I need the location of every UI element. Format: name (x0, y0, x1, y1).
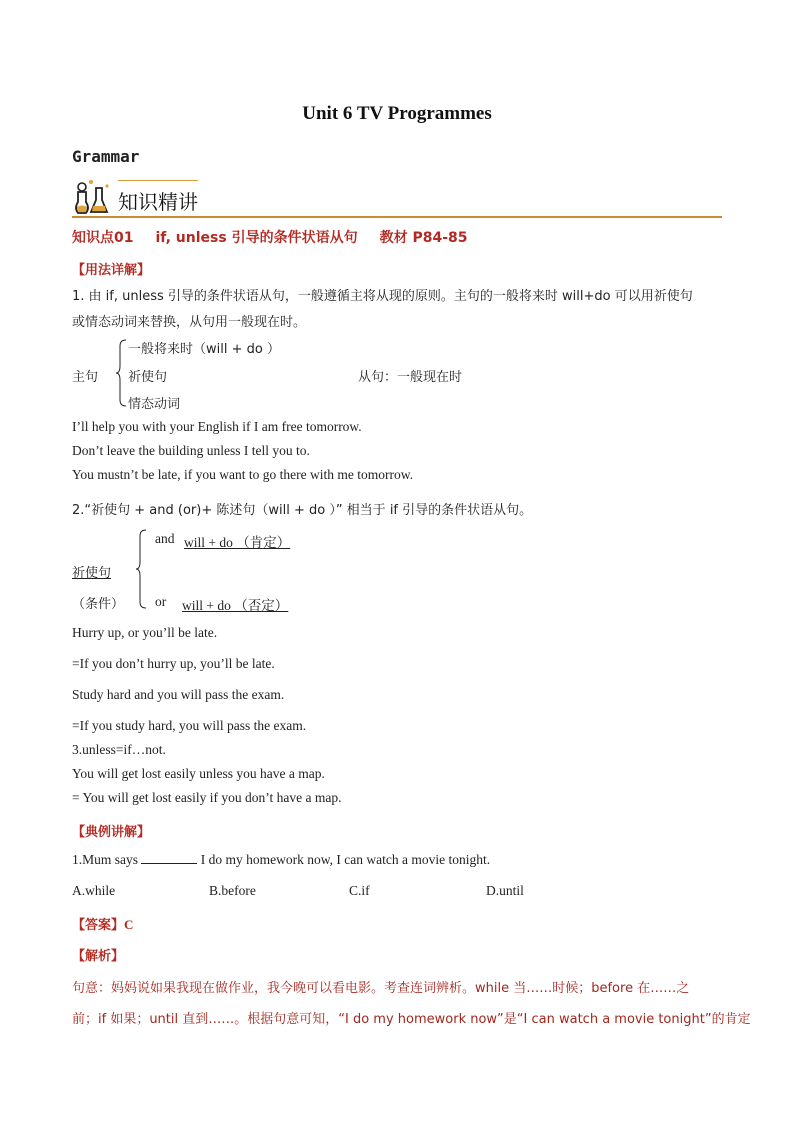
example-sentence-4: Hurry up, or you’ll be late. (72, 625, 218, 640)
condition-label: （条件） (72, 597, 125, 612)
imperative-brace (134, 528, 148, 610)
example-sentence-9: = You will get lost easily if you don’t have a map. (72, 790, 342, 805)
answer-label: 【答案】 (72, 918, 125, 933)
question-1-suffix: I do my homework now, I can watch a movie tonight. (200, 852, 491, 867)
or-result: will + do （否定） (182, 598, 289, 613)
banner-accent-line (118, 180, 198, 181)
usage-paragraph-3: 3.unless=if…not. (72, 742, 166, 757)
analysis-line-1: 句意：妈妈说如果我现在做作业，我今晚可以看电影。考查连词辨析。while 当……时候；before 在……之 (72, 981, 690, 996)
analysis-label: 【解析】 (72, 949, 125, 964)
page-title: Unit 6 TV Programmes (302, 103, 492, 124)
answer-line (72, 914, 133, 933)
knowledge-point-textbook: 教材 P84-85 (379, 230, 468, 246)
and-keyword: and (155, 531, 175, 546)
knowledge-point-heading (72, 227, 468, 247)
usage-paragraph-1-line-1: 1. 由 if, unless 引导的条件状语从句，一般遵循主将从现的原则。主句的一般将来时 will+do 可以用祈使句 (72, 289, 693, 304)
main-clause-option-imperative: 祈使句 (128, 370, 168, 385)
example-sentence-6: Study hard and you will pass the exam. (72, 687, 285, 702)
usage-paragraph-2: 2.“祈使句 + and (or)+ 陈述句（will + do ）” 相当于 if 引导的条件状语从句。 (72, 503, 533, 518)
main-clause-option-future: 一般将来时（will + do ） (128, 342, 280, 357)
example-sentence-5: =If you don’t hurry up, you’ll be late. (72, 656, 275, 671)
option-b: B.before (209, 883, 256, 898)
usage-paragraph-1-line-2: 或情态动词来替换，从句用一般现在时。 (72, 315, 307, 330)
knowledge-point-topic: if, unless 引导的条件状语从句 (155, 230, 358, 246)
example-sentence-3: You mustn’t be late, if you want to go there with me tomorrow. (72, 467, 413, 482)
banner-divider (72, 216, 722, 218)
banner-title: 知识精讲 (118, 190, 198, 214)
example-sentence-8: You will get lost easily unless you have a map. (72, 766, 325, 781)
main-clause-option-modal: 情态动词 (128, 397, 181, 412)
main-clause-brace (114, 338, 128, 408)
main-clause-label: 主句 (72, 370, 99, 385)
option-a: A.while (72, 883, 116, 898)
answer-value: C (124, 917, 134, 932)
example-sentence-2: Don’t leave the building unless I tell you to. (72, 443, 310, 458)
question-1-prefix: 1.Mum says (72, 852, 139, 867)
option-d: D.until (486, 883, 524, 898)
section-grammar: Grammar (72, 147, 140, 166)
example-sentence-7: =If you study hard, you will pass the exam. (72, 718, 307, 733)
lab-flask-icon (72, 178, 112, 216)
sub-clause-label: 从句：一般现在时 (358, 370, 463, 385)
analysis-line-2: 前；if 如果；until 直到……。根据句意可知，“I do my homework now”是“I can watch a movie tonight”的肯定 (72, 1012, 751, 1027)
or-keyword: or (155, 594, 167, 609)
example-heading: 【典例讲解】 (72, 825, 151, 840)
imperative-label: 祈使句 (72, 566, 112, 581)
knowledge-point-label: 知识点01 (72, 230, 134, 246)
usage-heading: 【用法详解】 (72, 263, 151, 278)
answer-blank (141, 853, 197, 864)
example-sentence-1: I’ll help you with your English if I am free tomorrow. (72, 419, 362, 434)
question-1 (72, 852, 490, 868)
option-c: C.if (349, 883, 370, 898)
and-result: will + do （肯定） (184, 535, 291, 550)
